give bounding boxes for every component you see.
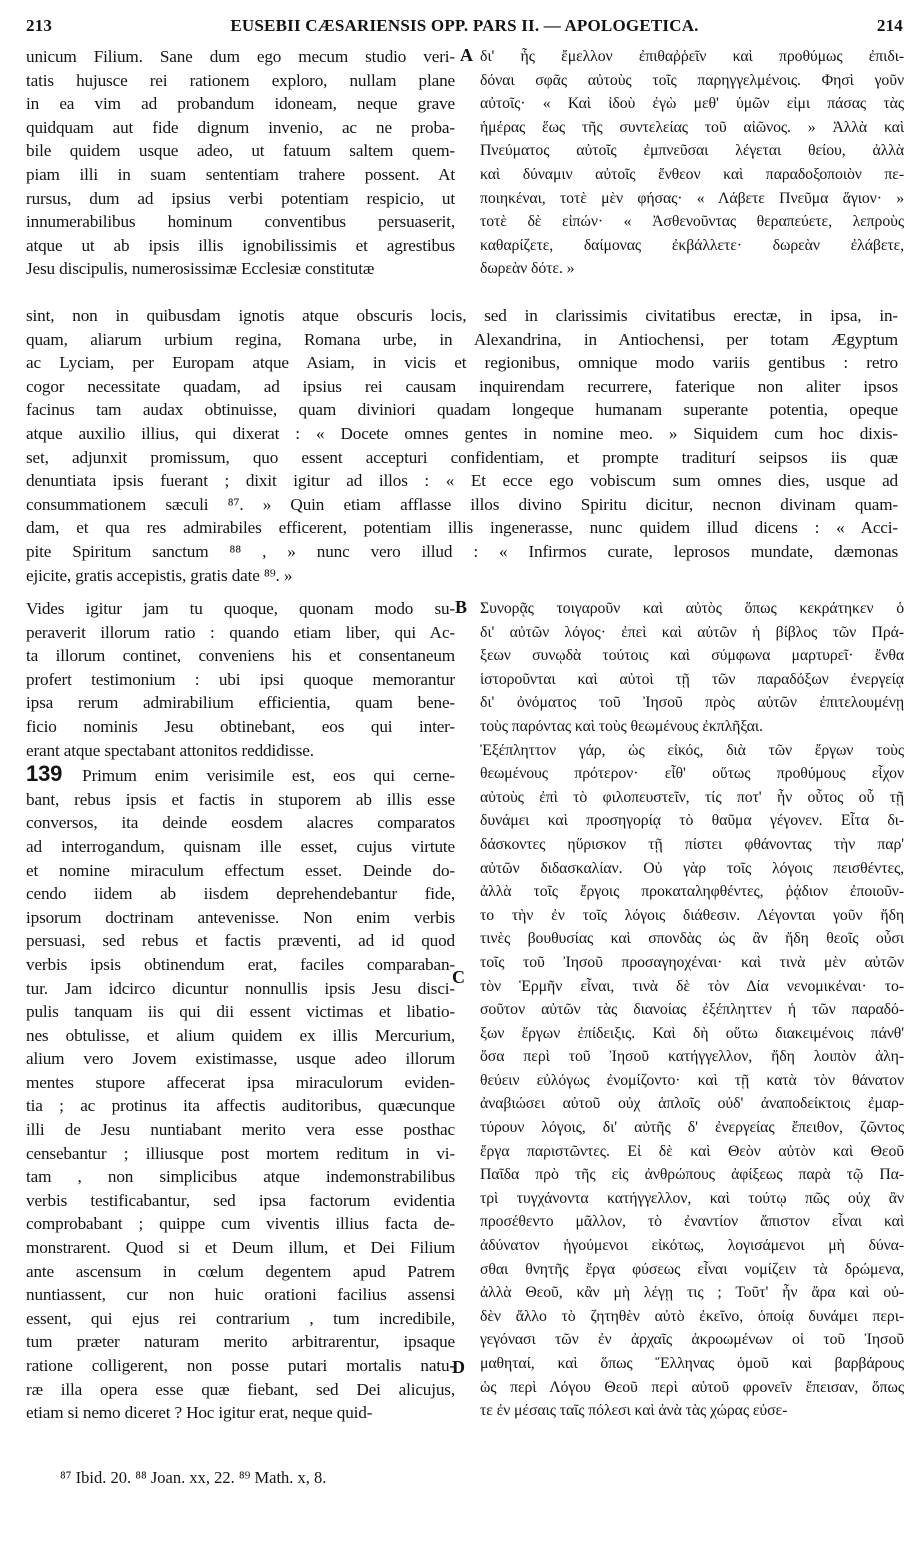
text-line: ξεων συνῳδὰ τούτοις καὶ σύμφωνα μαρτυρεῖ· ἔνθα	[480, 647, 904, 665]
text-line: bile quidem usque adeo, ut fatuum saltem quem-	[26, 141, 455, 161]
section-number: 139	[26, 762, 83, 787]
text-line: τινὲς βουθυσίας καὶ σπονδὰς ὡς ἂν ἤδη θεοῖς οὖσι	[480, 930, 904, 948]
text-line: ποιηκέναι, τοτὲ μὲν φήσας· « Λάβετε Πνεῦμα ἅγιον· »	[480, 189, 904, 207]
text-line: ante ascensum in cœlum degentem apud Patrem	[26, 1261, 455, 1281]
text-line: τρὶ τυγχάνοντα κατήγγελλον, καὶ τούτῳ πῶς οὐχ ἂν	[480, 1189, 904, 1207]
text-line: nes obtulisse, et alium quidem ex illis Mercurium,	[26, 1025, 455, 1045]
latin-column-bottom	[26, 597, 455, 1425]
text-line: persuasi, sed rebus et factis præventi, ad id quod	[26, 931, 455, 951]
greek-column-bottom	[480, 597, 904, 1423]
latin-full-width-block	[26, 304, 898, 587]
page-number-right: 214	[876, 16, 903, 35]
margin-letter-c: C	[452, 967, 465, 987]
latin-column-top	[26, 45, 455, 281]
text-line: τύρουν λόγοις, δι' αὐτῆς δ' ἐνεργείας ἔπειθον, ζῶντος	[480, 1119, 904, 1137]
text-line: sint, non in quibusdam ignotis atque obscuris locis, sed in clarissimis civitatibus erectæ, in ipsa, in-	[26, 306, 898, 325]
text-line: atque auxilio illius, qui dixerat : « Docete omnes gentes in nomine meo. » Siquidem cum hoc dixis-	[26, 423, 898, 443]
text-line: ipsorum doctrinam antevenisse. Non enim verbis	[26, 907, 455, 927]
text-line: profert testimonium : ubi ipsi quoque memorantur	[26, 669, 455, 689]
text-line: rursus, dum ad ipsius verbi potentiam respicio, ut	[26, 188, 455, 208]
text-line: αὐτῶν διδασκαλίαν. Οὐ γὰρ τοῖς λόγοις πεισθέντες,	[480, 859, 904, 877]
text-line: τὸν Ἑρμῆν εἶναι, τινὰ δὲ τὸν Δία νενομικέναι· το-	[480, 977, 904, 995]
text-line: conversos, ita deinde eosdem alacres comparatos	[26, 813, 455, 833]
greek-column-top	[480, 45, 904, 281]
text-line: Παῖδα πρὸ τῆς εἰς ἀνθρώπους ἀφίξεως παρὰ τῷ Πα-	[480, 1166, 904, 1184]
text-line: facinus tam audax obtinuisse, quam diviniori quadam longeque humanam superante potentia, opeque	[26, 400, 898, 420]
text-line: verbis testificabantur, sed ipsa factorum evidentia	[26, 1190, 455, 1210]
text-line: τοτὲ δὲ εἰπών· « Ἀσθενοῦντας θεραπεύετε, λεπροὺς	[480, 213, 904, 231]
text-line: θεωμένους πρότερον· εἶθ' οὕτως προθύμους εἶχον	[480, 765, 904, 783]
text-line: Πνεύματος αὐτοῖς ἐμπνεῦσαι λέγεται θείου, ἀλλὰ	[480, 142, 904, 160]
text-line: piam illi in suam sententiam trahere possent. At	[26, 164, 455, 184]
text-line: αὐτοῖς· « Καὶ ἰδοὺ ἐγὼ μεθ' ὑμῶν εἰμι πάσας τὰς	[480, 95, 904, 113]
text-line: innumerabilibus hominum conventibus persuaserit,	[26, 212, 455, 232]
text-line: Vides igitur jam tu quoque, quonam modo su-	[26, 599, 455, 618]
text-line: δι' ἧς ἔμελλον ἐπιθαῤῥεῖν καὶ προθύμως ἐπιδι-	[480, 48, 904, 65]
text-line: το τὴν ἐν τοῖς λόγοις διάθεσιν. Λέγονται γοῦν ἤδη	[480, 906, 904, 924]
text-line: ræ illa opera esse quæ fiebant, sed Dei alicujus,	[26, 1379, 455, 1399]
text-line: bant, rebus ipsis et factis in stuporem ab illis esse	[26, 789, 455, 809]
text-line: quam, aliarum urbium regina, Romana urbe, in Alexandrina, in Antiochensi, per totam Ægyptum	[26, 329, 898, 349]
text-line: denuntiata ipsis fuerant ; dixit igitur ad illos : « Et ecce ego vobiscum sum omnes dies, usque ad	[26, 471, 898, 491]
text-line: ἱστοροῦνται καὶ αὐτοὶ τῇ τῶν παραδόξων ἐνεργείᾳ	[480, 670, 904, 688]
text-line: tatis hujusce rei rationem exploro, nullam plane	[26, 70, 455, 90]
text-line: etiam si nemo diceret ? Hoc igitur erat, neque quid-	[26, 1403, 373, 1423]
text-line: Συνορᾷς τοιγαροῦν καὶ αὐτὸς ὅπως κεκράτηκεν ὁ	[480, 600, 904, 617]
text-line: et nomine miraculum effectum esset. Deinde do-	[26, 860, 455, 880]
text-line: illi de Jesu nuntiabant merito vera esse posthac	[26, 1120, 455, 1140]
text-line: ἡμέρας ἕως τῆς συντελείας τοῦ αἰῶνος. » Ἀλλὰ καὶ	[480, 118, 904, 136]
text-line: unicum Filium. Sane dum ego mecum studio veri-	[26, 47, 455, 66]
page-header	[26, 16, 903, 40]
text-line: σθαι θνητῆς ἔργα φύσεως εἶναι νομίζειν τὰ δρώμενα,	[480, 1260, 904, 1278]
text-line: σοῦτον αὐτῶν τὰς διανοίας ἐξέπληττεν ἡ τῶν παραδό-	[480, 1001, 904, 1019]
text-line: peraverit illorum ratio : quando etiam liber, qui Ac-	[26, 622, 455, 642]
text-line: δάσκοντες ηὕρισκον τῇ πίστει φθάνοντας τὴν παρ'	[480, 835, 904, 853]
text-line: cendo iidem ab iisdem deprehendebantur fide,	[26, 884, 455, 904]
text-line: in ea vim ad probandum idoneam, neque grave	[26, 94, 455, 114]
text-line: δι' αὐτῶν λόγος· ἐπεὶ καὶ αὐτῶν ἡ βίβλος τῶν Πρά-	[480, 623, 904, 641]
text-line: ἀλλὰ Θεοῦ, κἂν μὴ λέγῃ τις ; Τοῦτ' ἦν ἄρα καὶ οὐ-	[480, 1284, 904, 1302]
text-line: μαθηταί, καὶ ὅπως Ἕλληνας ὁμοῦ καὶ βαρβάρους	[480, 1355, 904, 1372]
text-line: ἀλλὰ τοῖς ἔργοις προκαταληφθέντες, ῥᾴδιον ἐποιοῦν-	[480, 883, 904, 901]
text-line: δωρεὰν δότε. »	[480, 260, 575, 278]
text-line: προσέθεντο μᾶλλον, τὸ ἐναντίον ἄπιστον εἶναι καὶ	[480, 1213, 904, 1231]
text-line: ἀδύνατον ἡγούμενοι εἰκότως, λογισάμενοι μὴ δύνα-	[480, 1237, 904, 1255]
text-line: δόναι σφᾶς αὐτοὺς τοῖς παρηγγελμένοις. Φησὶ γοῦν	[480, 71, 904, 89]
text-line: ἀναβιώσει αὐτοῦ οὐχ ἁπλοῖς οὐδ' ἀναποδείκτοις ἐμαρ-	[480, 1095, 904, 1113]
margin-letter-d: D	[452, 1357, 465, 1377]
text-line: ejicite, gratis accepistis, gratis date ⁸⁹. »	[26, 565, 293, 585]
text-line: set, adjunxit promissum, quo essent accepturi confidentiam, et prompte traditurí seipsos iis quæ	[26, 447, 898, 467]
text-line: pulis tanquam iis qui dii essent victimas et libatio-	[26, 1002, 455, 1022]
text-line: erant atque spectabant attonitos reddidisse.	[26, 740, 314, 760]
text-line: τε ἐν μέσαις ταῖς πόλεσι καὶ ἀνὰ τὰς χώρας εὐσε-	[480, 1402, 788, 1420]
text-line: καὶ δύναμιν αὐτοῖς ἔνθεον καὶ παραδοξοποιὸν πε-	[480, 165, 904, 183]
text-line: ἔργα παριστῶντες. Εἰ δὲ καὶ Θεὸν αὐτὸν καὶ Θεοῦ	[480, 1142, 904, 1160]
margin-letter-a: A	[460, 45, 473, 65]
text-line: ὅσα περὶ τοῦ Ἰησοῦ κατήγγελλον, ἤδη λοιπὸν ἀλη-	[480, 1048, 904, 1066]
text-line: monstrarent. Quod si et Deum illum, et Dei Filium	[26, 1238, 455, 1258]
text-line: ὡς περὶ Λόγου Θεοῦ περὶ αὐτοῦ φρονεῖν ἔπεισαν, ὅπως	[480, 1378, 904, 1396]
text-line: mentes stupore affecerat ipsa miraculorum eviden-	[26, 1072, 455, 1092]
running-title: EUSEBII CÆSARIENSIS OPP. PARS II. — APOLOGETICA.	[230, 16, 699, 35]
text-line: Ἐξέπληττον γάρ, ὡς εἰκός, διὰ τῶν ἔργων τοὺς	[480, 741, 904, 759]
text-line: cogor necessitate quadam, ad ipsius rei causam inquirendam recurrere, faterique non aliter ipsos	[26, 376, 898, 396]
text-line: nuntiassent, cur non huic orationi facilius assensi	[26, 1285, 455, 1305]
text-line: ipsa rerum admirabilium efficientia, quam bene-	[26, 693, 455, 713]
text-line: consummationem sæculi ⁸⁷. » Quin etiam afflasse illos divino Spiritu dicitur, necnon divinam quam-	[26, 494, 898, 514]
text-line: δυνάμει καὶ προσηγορίᾳ τὸ θαῦμα γέγονεν. Εἶτα δι-	[480, 812, 904, 830]
text-line: 139 Primum enim verisimile est, eos qui cerne-	[26, 762, 455, 787]
text-line: ta illorum continet, conveniens his et consentaneum	[26, 646, 455, 666]
text-line: censebantur ; illiusque post mortem reditum in vi-	[26, 1143, 455, 1163]
text-line: δι' ὀνόματος τοῦ Ἰησοῦ πρὸς αὐτῶν ἐπιτελουμένῃ	[480, 694, 904, 712]
text-line: atque ut ab ipsis illis ignobilissimis et agrestibus	[26, 235, 455, 255]
text-line: τοῖς τοῦ Ἰησοῦ προσαγηοχέναι· καὶ τινὰ μὲν αὐτῶν	[480, 953, 904, 971]
text-line: ad interrogandum, quisnam ille esset, cujus virtute	[26, 836, 455, 856]
text-line: καθαρίζετε, δαίμονας ἐκβάλλετε· δωρεὰν ἐλάβετε,	[480, 236, 904, 254]
text-line: ξων ἔργων ἐπίδειξις. Καὶ δὴ οὕτω διακειμένοις πάνθ'	[480, 1024, 904, 1042]
text-line: ficio nominis Jesu obtinebant, eos qui inter-	[26, 716, 455, 736]
text-line: tam , non simplicibus atque indemonstrabilibus	[26, 1167, 455, 1187]
text-line: verbis ipsis obtinendum erat, faciles comparaban-	[26, 954, 455, 974]
text-line: ac Lyciam, per Europam atque Asiam, in vicis et regionibus, omnique modo variis gentibus : retro	[26, 353, 898, 373]
text-line: quidquam aut fide dignum invenio, ac ne proba-	[26, 117, 455, 137]
page-number-left: 213	[26, 16, 53, 35]
text-line: dam, et qua res admirabiles efficerent, potentiam illis ingenerasse, nunc quidem illud dicens : « Acci-	[26, 518, 898, 538]
text-line: essent, qui ejus rei contrarium , tum incredibile,	[26, 1308, 455, 1328]
text-line: ratione colligerent, non posse putari mortalis natu-	[26, 1356, 455, 1375]
text-line: αὐτοὺς ἐπὶ τὸ φιλοπευστεῖν, τίς ποτ' ἦν οὗτος οὗ τῇ	[480, 788, 904, 806]
text-line: tur. Jam idcirco dicuntur nonnullis ipsis Jesu disci-	[26, 978, 455, 998]
margin-letter-b: B	[455, 597, 468, 617]
text-line: tia ; ac protinus ita affectis auditoribus, quæcunque	[26, 1096, 455, 1116]
footnotes: ⁸⁷ Ibid. 20. ⁸⁸ Joan. xx, 22. ⁸⁹ Math. x, 8.	[60, 1468, 327, 1487]
text-line: comprobabant ; quippe cum viventis illius facta de-	[26, 1214, 455, 1234]
text-line: θεύειν εὐλόγως ἐνομίζοντο· καὶ τῇ κατὰ τὸν θάνατον	[480, 1071, 904, 1089]
text-line: γεγόνασι τῶν ἐν ἀρχαῖς ἀκροωμένων οἱ τοῦ Ἰησοῦ	[480, 1331, 904, 1349]
text-line: δὲν ἄλλο τὸ ζητηθὲν αὐτὸ ἐκεῖνο, ὁποίᾳ δυνάμει περι-	[480, 1307, 904, 1325]
text-line: Jesu discipulis, numerosissimæ Ecclesiæ constitutæ	[26, 259, 375, 279]
text-line: pite Spiritum sanctum ⁸⁸ , » nunc vero illud : « Infirmos curate, leprosos mundate, dæmonas	[26, 541, 898, 561]
text-line: alium vero Jovem existimasse, usque adeo illorum	[26, 1049, 455, 1069]
text-line: τοὺς παρόντας καὶ τοὺς θεωμένους ἐκπλῆξαι.	[480, 717, 763, 735]
text-line: tum præter naturam merito arbitrarentur, ipsaque	[26, 1332, 455, 1352]
